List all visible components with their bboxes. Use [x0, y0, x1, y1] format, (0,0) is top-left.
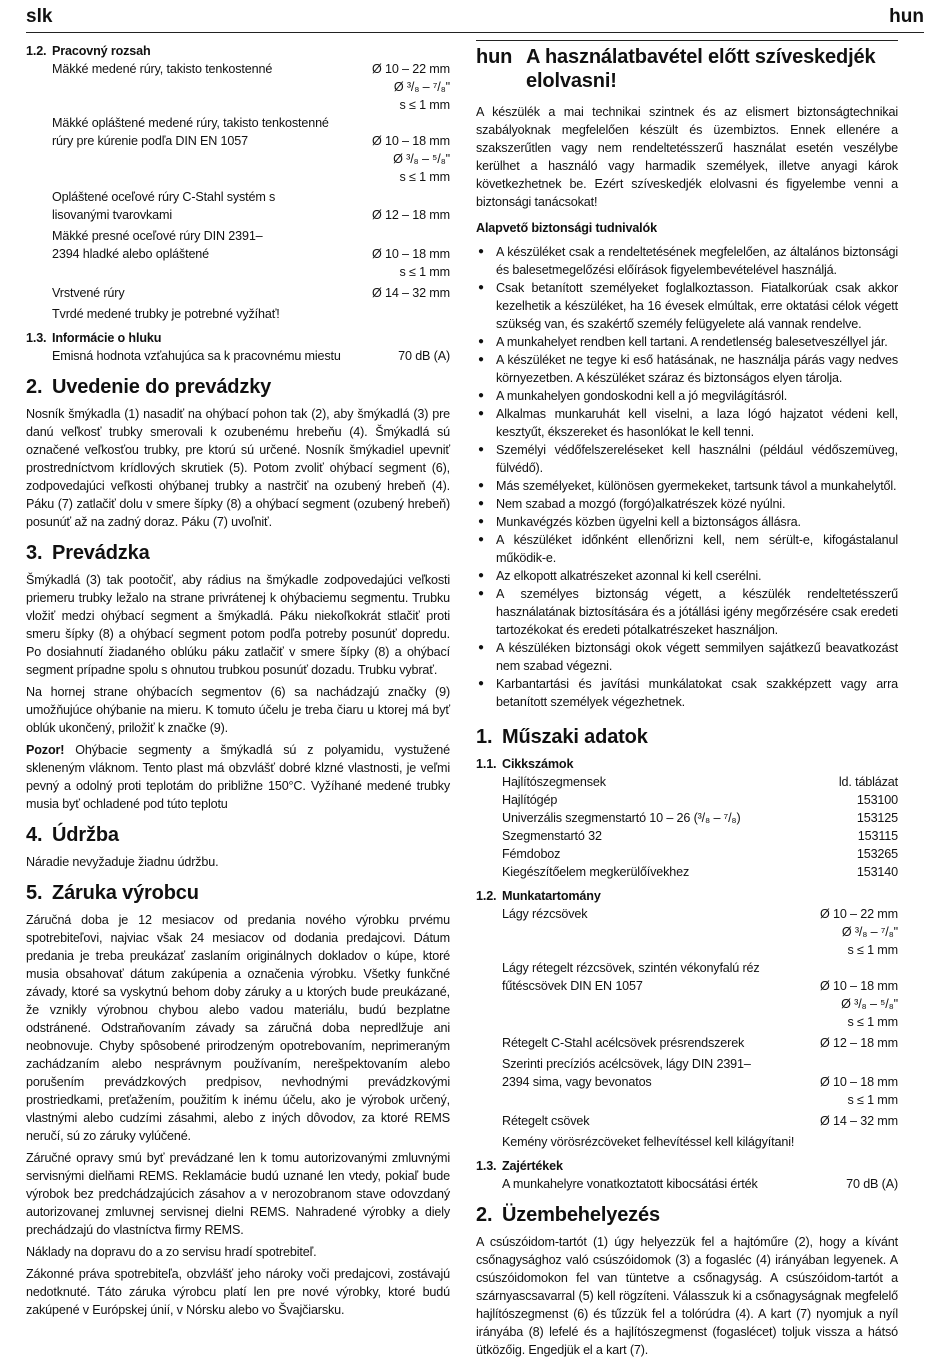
spec-row: Rétegelt C-Stahl acélcsövek présrendszerek Ø 12 – 18 mm	[502, 1036, 898, 1050]
catalog-row: Szegmenstartó 32 153115	[502, 829, 898, 843]
list-item: ● A munkahelyet rendben kell tartani. A rendetlenség balesetveszéllyel jár.	[476, 333, 898, 351]
list-item: ● A munkahelyen gondoskodni kell a jó megvilágításról.	[476, 387, 898, 405]
section-3-warning: Pozor! Ohýbacie segmenty a šmýkadlá sú z polyamidu, vystužené skleneným vláknom. Tento plast má obzvlášť dobré klzné vlastnosti, je veľmi pevný a odolný proti teplotám do približne 150°C. Vyžíhané medené trubky musia byť ochladené pod túto teplotu	[26, 743, 450, 811]
section-5-text: Záručná doba je 12 mesiacov od predania nového výrobku prvému spotrebiteľovi, najviac však 24 mesiacov od dodania predajcovi. Dátum predania je treba preukázať zaslaním originálnych dokladov o kúpe, ktoré musia obsahovať dátum zakúpenia a označenia výrobku. Všetky funkčné závady, ktoré sa vyskytnú behom doby záruky a u ktorých bude preukázané, že vznikly výrobnou chybou alebo vadou materiálu, budú bezplatne odstránené. Odstraňovaním závady sa záručná doba nepredlžuje ani neobnovuje. Chyby spôsobené prirodzeným opotrebovaním, neprimeraným zachádzaním alebo nesprávnym používaním, nerešpektovaním alebo porušením prevádzkových predpisov, nevhodnými prevádzkovými prostriedkami, preťažením, použitím k inému účelu, ako je výrobok určený, vlastnými alebo cudzími zásahmi, alebo z iných dôvodov, za ktoré REMS neručí, sú zo záruky vylúčené.	[26, 913, 450, 1143]
spec-row: Rétegelt csövek Ø 14 – 32 mm	[502, 1114, 898, 1128]
catalog-row: Fémdoboz 153265	[502, 847, 898, 861]
section-5-heading: 5. Záruka výrobcu	[26, 882, 199, 904]
slovak-column	[26, 40, 450, 1323]
spec-row: Opláštené oceľové rúry C-Stahl systém s lisovanými tvarovkami Ø 12 – 18 mm	[52, 190, 450, 222]
spec-row: Vrstvené rúry Ø 14 – 32 mm	[52, 286, 450, 300]
spec-note: Kemény vörösrézcöveket felhevítéssel kell kilágyítani!	[502, 1135, 795, 1149]
section-1-2-heading: 1.2. Pracovný rozsah	[26, 44, 151, 58]
section-4-text: Náradie nevyžaduje žiadnu údržbu.	[26, 855, 219, 869]
catalog-row: Hajlítógép 153100	[502, 793, 898, 807]
section-1-heading: 1. Műszaki adatok	[476, 726, 648, 748]
section-1-2-heading: 1.2. Munkatartomány	[476, 889, 601, 903]
list-item: ● A készüléken biztonsági okok végett semmilyen sajátkezű beavatkozást nem szabad végezni.	[476, 639, 898, 675]
list-item: ● Karbantartási és javítási munkálatokat csak szakképzett vagy arra betanított személyek végezhetnek.	[476, 675, 898, 711]
divider	[476, 40, 898, 41]
section-4-heading: 4. Údržba	[26, 824, 119, 846]
list-item: ● A személyes biztonság végett, a készülék rendeltetésszerű használatának biztosítására és a jótállási igény megőrzésére csak eredeti tartozékokat és eredeti pótalkatrészeket használjon.	[476, 585, 898, 639]
language-code-left: slk	[26, 6, 53, 27]
catalog-row: Kiegészítőelem megkerülőívekhez 153140	[502, 865, 898, 879]
intro-text: A készülék a mai technikai szintnek és az elismert biztonságtechnikai szabályoknak megfelelően készült és üzembiztos. Ennek ellenére a szakszerűtlen vagy nem rendeltetésszerű használat esetén veszélybe kerülhet a használó vagy harmadik személyek, illetve anyagi károk következhetnek be. Ezért szíveskedjék elolvasni és figyelembe venni a biztonsági tanácsokat!	[476, 105, 898, 209]
noise-row: Emisná hodnota vzťahujúca sa k pracovnému miestu 70 dB (A)	[52, 349, 450, 363]
section-5-text: Zákonné práva spotrebiteľa, obzvlášť jeho nároky voči predajcovi, zostávajú nedotknuté. Táto záruka výrobcu platí len pre nové výrobky, ktoré budú zakúpené v Európskej únií, v Nórsku alebo vo Švajčiarsku.	[26, 1267, 450, 1317]
section-5-text: Záručné opravy smú byť prevádzané len k tomu autorizovanými zmluvnými servisnými dielňami REMS. Reklamácie budú uznané len vtedy, pokiaľ bude výrobok bez predchádzajúcich zásahov a v nerozobranom stave odovzdaný autorizovanej zmluvnej servisnej dielni REMS. Nahradené výrobky a diely prechádzajú do vlastníctva firmy REMS.	[26, 1151, 450, 1237]
list-item: ● Nem szabad a mozgó (forgó)alkatrészek közé nyúlni.	[476, 495, 898, 513]
language-code-right: hun	[889, 6, 924, 27]
section-1-3-heading: 1.3. Zajértékek	[476, 1159, 563, 1173]
section-1-1-heading: 1.1. Cikkszámok	[476, 757, 574, 771]
page-header	[26, 6, 924, 33]
section-2-heading: 2. Uvedenie do prevádzky	[26, 376, 272, 398]
section-2-text: A csúszóidom-tartót (1) úgy helyezzük fel a hajtóműre (2), hogy a kívánt csőnagysághoz való csúszóidomok (3) a fogasléc (4) irányában legyenek. A csúszóidomokon fel van tüntetve a csőnagyság. A csúszóidom-tartót a szárnyascsavarral (5) kell rögzíteni. Válasszuk ki a csőnagyságnak megfelelő hajlítószegmenst (6) és tűzzük fel a tolórúdra (4). A kart (7) nyomjuk a nyíl irányába (8) lefelé és a hajlítószegmenst (fogaslécet) toljuk vissza a hátsó ütközőig. Engedjük el a kart (7).	[476, 1235, 898, 1357]
list-item: ● Csak betanított személyeket foglalkoztasson. Fiatalkorúak csak akkor kezelhetik a készüléket, ha 16 évesek elmúltak, erre oktatási célok végett szükség van, és szakértő személy felügyelete alá vannak rendelve.	[476, 279, 898, 333]
section-3-text: Šmýkadlá (3) tak pootočiť, aby rádius na šmýkadle zodpovedajúci veľkosti priemeru trubky ležalo na strane privrátenej k ohýbaciemu segmentu. Trubku vložiť medzi ohýbací segment a šmýkadlá. Páku niekoľkokrát stlačiť proti smeru šípky (8) a ohýbací segment potom podľa potreby posunúť dopredu. Po dosiahnutí žiadaného oblúku páku zatlačiť v smere šípky (8) a ohýbací segment prípadne spolu s ohnutou trubkou posunúť dozadu. Trubku vybrať.	[26, 573, 450, 677]
spec-row: Mäkké medené rúry, takisto tenkostenné Ø 10 – 22 mm Ø ³/₈ – ⁷/₈" s ≤ 1 mm	[52, 62, 450, 112]
spec-row: Mäkké presné oceľové rúry DIN 2391–2394 hladké alebo opláštené Ø 10 – 18 mm s ≤ 1 mm	[52, 229, 450, 279]
list-item: ● A készüléket időnként ellenőrizni kell, nem sérült-e, kifogástalanul működik-e.	[476, 531, 898, 567]
section-2-text: Nosník šmýkadla (1) nasadiť na ohýbací pohon tak (2), aby šmýkadlá (3) pre danú veľkosť trubky smerovali k ozubenému hrebeňu (4). Šmýkadlá sú označené veľkosťou trubky, pre ktorú sú určené. Nosník šmýkadiel upevniť prostredníctvom krídlových skrutiek (5). Potom zvoliť ohýbací segment (6), zodpovedajúci veľkosti ohýbanej trubky a nastrčiť na ozubený hrebeň (4). Páku (7) zatlačiť dolu v smere šípky (8) a ohýbací segment (ozubený hrebeň) posunúť až na zadný doraz. Páku (7) uvoľniť.	[26, 407, 450, 529]
intro-heading: hun A használatbavétel előtt szíveskedjék elolvasni!	[476, 46, 876, 92]
list-item: ● Személyi védőfelszereléseket kell használni (például védőszemüveg, fülvédő).	[476, 441, 898, 477]
list-item: ● A készüléket csak a rendeltetésének megfelelően, az általános biztonsági és balesetmegelőzési előírások figyelembevételével használjá.	[476, 243, 898, 279]
hungarian-column	[476, 40, 898, 1363]
list-item: ● Más személyeket, különösen gyermekeket, tartsunk távol a munkahelytől.	[476, 477, 898, 495]
section-2-heading: 2. Üzembehelyezés	[476, 1204, 660, 1226]
safety-heading: Alapvető biztonsági tudnivalók	[476, 221, 657, 235]
section-3-text: Na hornej strane ohýbacích segmentov (6) sa nachádzajú značky (9) umožňujúce ohýbanie na mieru. K tomuto účelu je treba čiaru u ktorej má byť oblúk ukončený, priložiť k značke (9).	[26, 685, 450, 735]
section-3-heading: 3. Prevádzka	[26, 542, 150, 564]
spec-note: Tvrdé medené trubky je potrebné vyžíhať!	[52, 307, 280, 321]
section-5-text: Náklady na dopravu do a zo servisu hradí spotrebiteľ.	[26, 1245, 317, 1259]
list-item: ● A készüléket ne tegye ki eső hatásának, ne használja párás vagy nedves környezetben. A készüléket száraz és biztonságos elyen tárolja.	[476, 351, 898, 387]
noise-row: A munkahelyre vonatkoztatott kibocsátási érték 70 dB (A)	[502, 1177, 898, 1191]
list-item: ● Munkavégzés közben ügyelni kell a biztonságos állásra.	[476, 513, 898, 531]
list-item: ● Az elkopott alkatrészeket azonnal ki kell cserélni.	[476, 567, 898, 585]
safety-list	[476, 243, 898, 711]
spec-row: Szerinti precíziós acélcsövek, lágy DIN 2391–2394 sima, vagy bevonatos Ø 10 – 18 mm s ≤ 1 mm	[502, 1057, 898, 1107]
catalog-row: Hajlítószegmensek ld. táblázat	[502, 775, 898, 789]
catalog-row: Univerzális szegmenstartó 10 – 26 (³/₈ – ⁷/₈) 153125	[502, 811, 898, 825]
section-1-3-heading: 1.3. Informácie o hluku	[26, 331, 162, 345]
list-item: ● Alkalmas munkaruhát kell viselni, a laza lógó hajzatot védeni kell, kesztyűt, ékszereket és hasonlókat le kell tenni.	[476, 405, 898, 441]
spec-row: Mäkké opláštené medené rúry, takisto tenkostenné rúry pre kúrenie podľa DIN EN 1057 Ø 10 – 18 mm Ø ³/₈ – ⁵/₈" s ≤ 1 mm	[52, 116, 450, 184]
spec-row: Lágy rézcsövek Ø 10 – 22 mm Ø ³/₈ – ⁷/₈" s ≤ 1 mm	[502, 907, 898, 957]
spec-row: Lágy rétegelt rézcsövek, szintén vékonyfalú réz fűtéscsövek DIN EN 1057 Ø 10 – 18 mm Ø ³/₈ – ⁵/₈" s ≤ 1 mm	[502, 961, 898, 1029]
